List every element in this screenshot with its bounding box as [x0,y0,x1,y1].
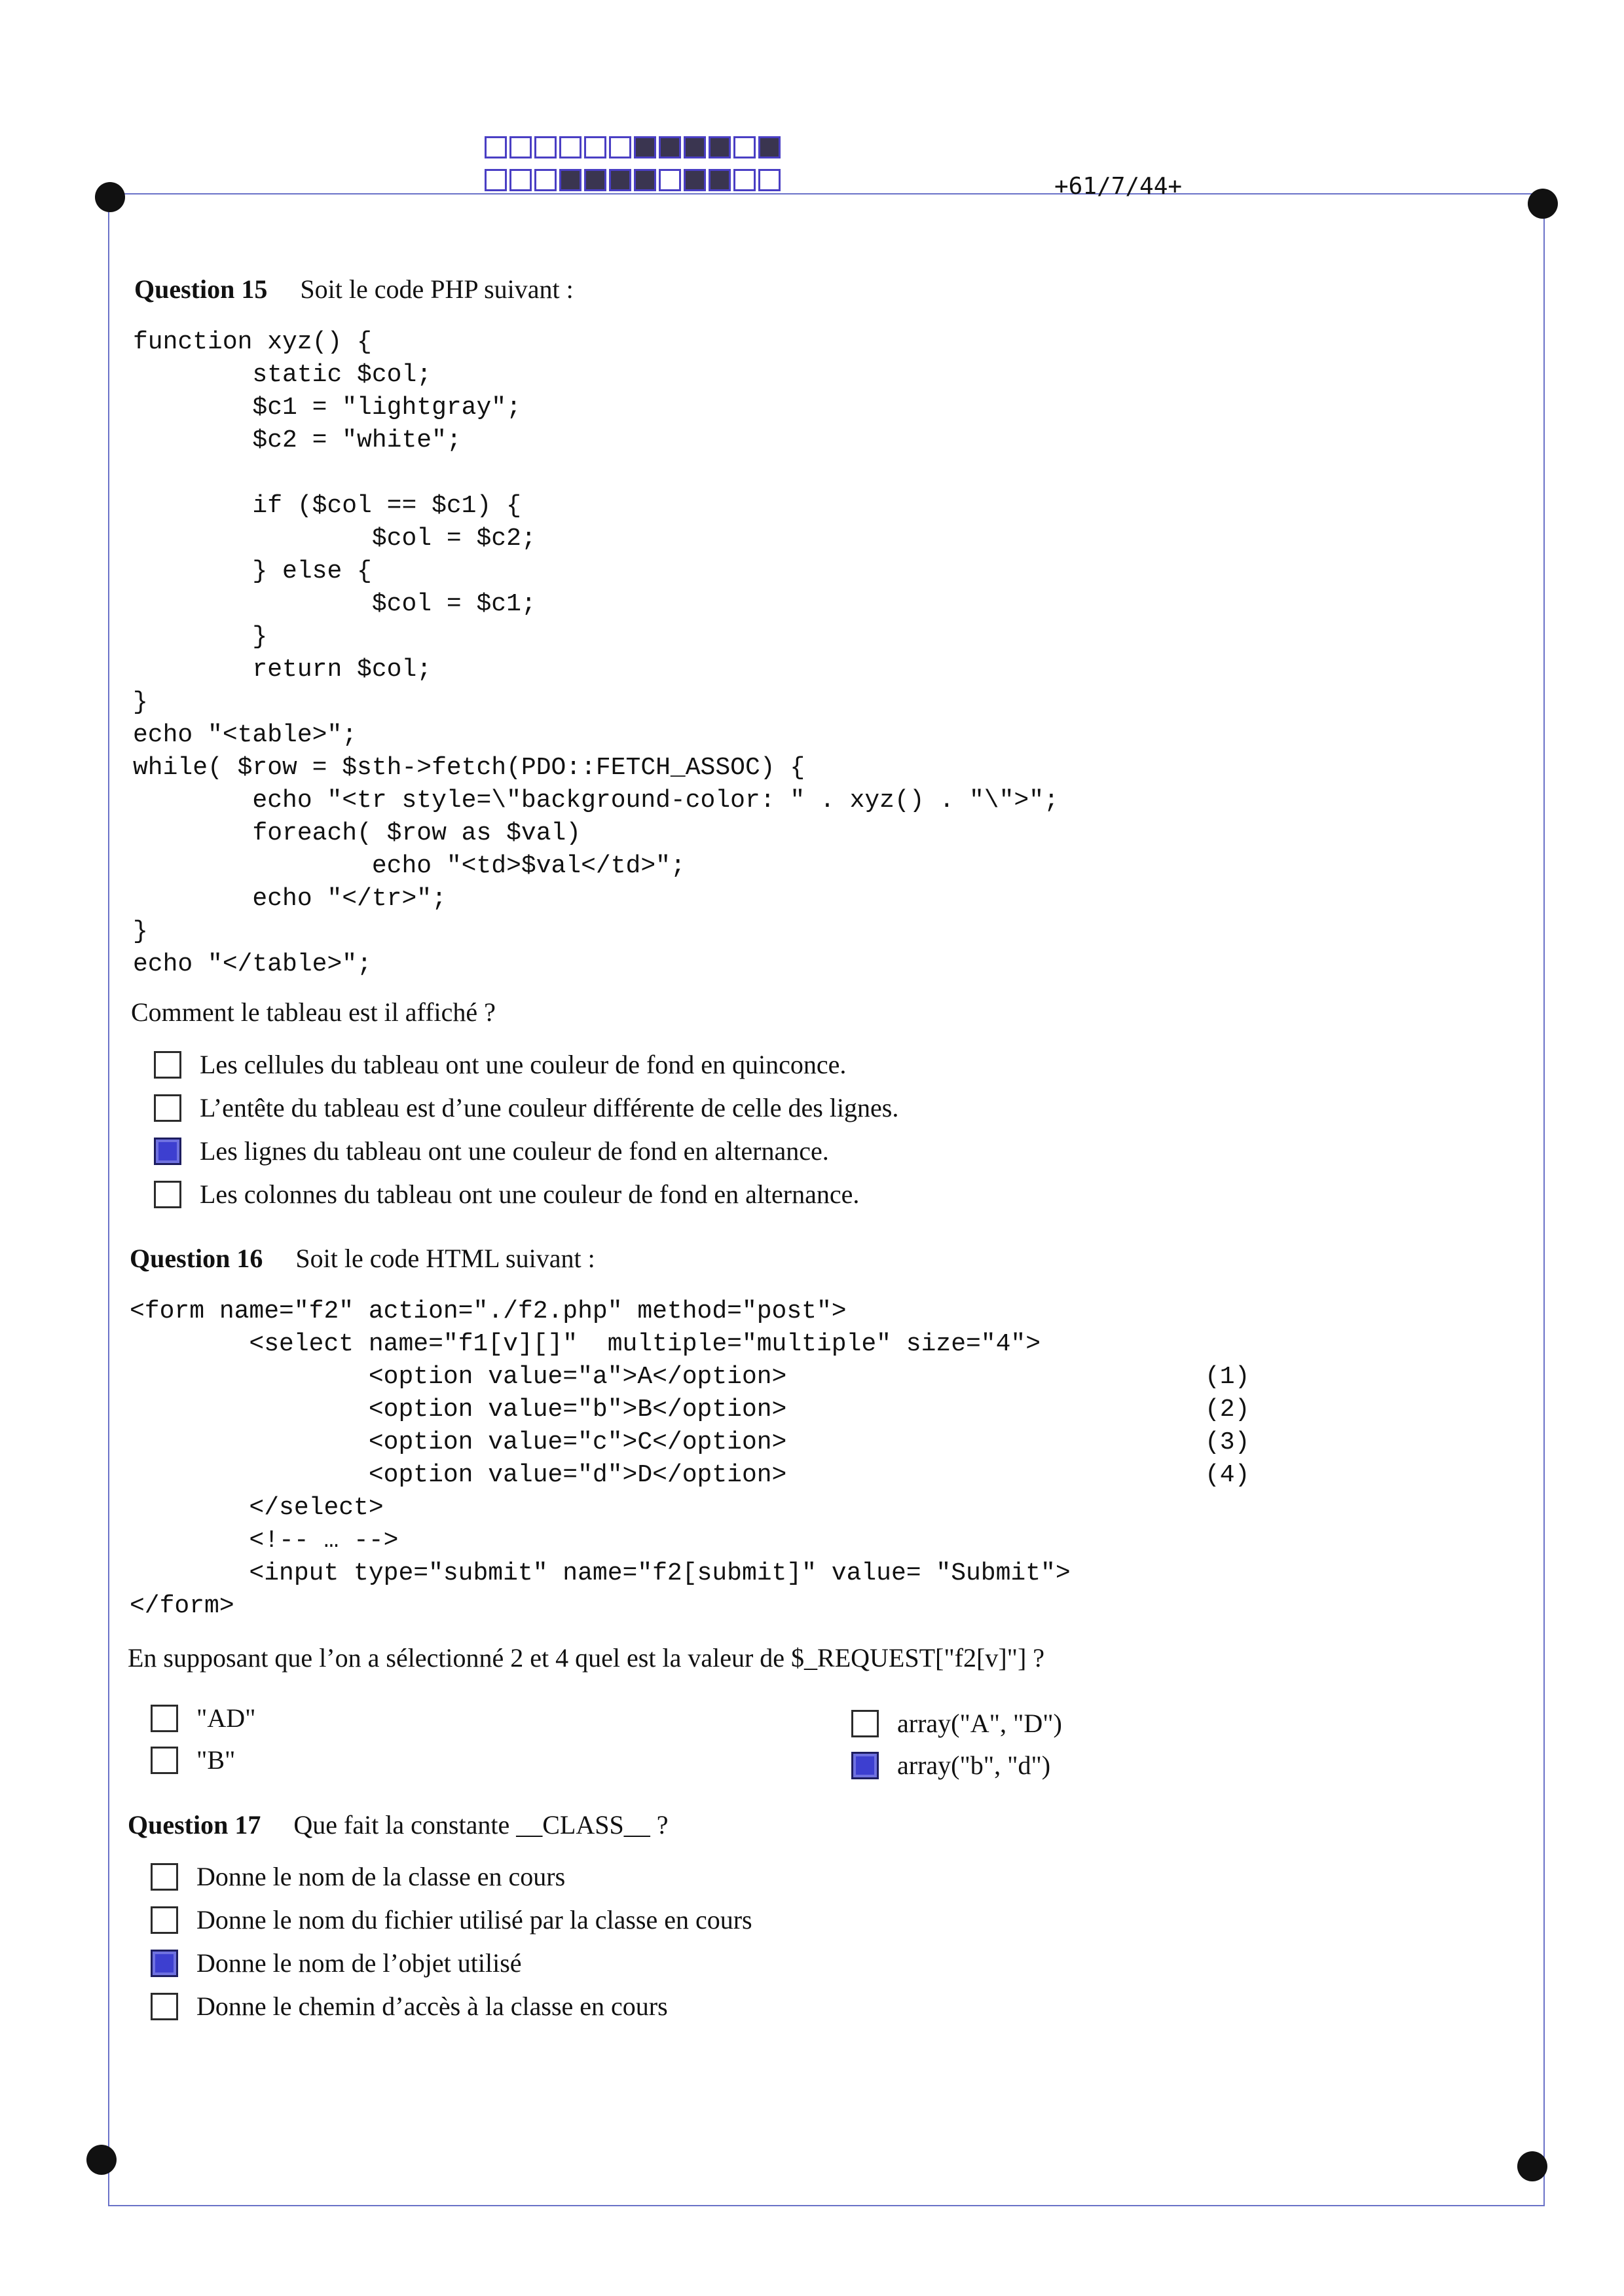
barcode-cell [758,136,781,158]
page-id: +61/7/44+ [1054,173,1183,200]
barcode-cell [509,136,532,158]
q17-option-3[interactable] [151,1948,522,1978]
line-number-4: (4) [1205,1461,1250,1489]
barcode-cell [609,136,631,158]
question-intro: Soit le code PHP suivant : [300,274,574,304]
q16-option-2[interactable] [151,1745,235,1775]
barcode-cell [659,169,681,191]
barcode-row-2 [485,169,783,191]
question-15-prompt: Comment le tableau est il affiché ? [131,997,496,1027]
barcode-cell [733,136,756,158]
checkbox[interactable] [151,1950,178,1977]
option-label: array("b", "d") [897,1750,1051,1780]
barcode-cell [485,136,507,158]
corner-marker-top-right [1528,189,1558,219]
html-code-block: <form name="f2" action="./f2.php" method="post"> <select name="f1[v][]" multiple="multiple" size="4"> <option value="a">A</option> <option value="b">B</option> <option value="c">C</option> <option value="d">D</option> </select> <!-- … --> <input type="submit" name="f2[submit]" value= "Submit"> </form> [130,1297,1071,1620]
barcode-cell [509,169,532,191]
checkbox[interactable] [154,1181,181,1208]
q15-option-2[interactable] [154,1092,898,1123]
barcode-cell [534,136,557,158]
question-number: Question 17 [128,1810,261,1840]
php-code-block: function xyz() { static $col; $c1 = "lightgray"; $c2 = "white"; if ($col == $c1) { $col = $c2; } else { $col = $c1; } return $col; } echo "<table>"; while( $row = $sth->fetch(PDO::FETCH_ASSOC) { echo "<tr style=\"background-color: " . xyz() . "\">"; foreach( $row as $val) echo "<td>$val</td>"; echo "</tr>"; } echo "</table>"; [133,328,1059,978]
checkbox[interactable] [851,1752,879,1779]
barcode-cell [559,169,581,191]
question-16-prompt: En supposant que l’on a sélectionné 2 et 4 quel est la valeur de $_REQUEST["f2[v]"] ? [128,1643,1045,1673]
option-label: "AD" [196,1703,256,1733]
option-label: Donne le chemin d’accès à la classe en cours [196,1991,668,2021]
question-intro: Que fait la constante __CLASS__ ? [293,1810,669,1840]
barcode-cell [584,169,606,191]
barcode-cell [758,169,781,191]
option-label: Donne le nom de l’objet utilisé [196,1948,522,1978]
q17-option-4[interactable] [151,1991,668,2022]
barcode-cell [684,136,706,158]
checkbox[interactable] [151,1747,178,1774]
line-number-1: (1) [1205,1363,1250,1391]
question-number: Question 15 [134,274,268,304]
barcode-cell [634,136,656,158]
q16-option-3[interactable] [851,1708,1062,1739]
question-intro: Soit le code HTML suivant : [295,1244,595,1273]
barcode-cell [485,169,507,191]
q16-option-4[interactable] [851,1750,1050,1781]
barcode-cell [609,169,631,191]
checkbox[interactable] [151,1906,178,1934]
barcode-cell [559,136,581,158]
option-label: Donne le nom du fichier utilisé par la classe en cours [196,1905,752,1935]
barcode-cell [659,136,681,158]
barcode-cell [534,169,557,191]
checkbox[interactable] [154,1138,181,1165]
checkbox[interactable] [151,1705,178,1732]
corner-marker-top-left [95,182,125,212]
option-label: L’entête du tableau est d’une couleur différente de celle des lignes. [200,1093,899,1122]
option-label: Les lignes du tableau ont une couleur de fond en alternance. [200,1136,829,1166]
question-number: Question 16 [130,1244,263,1273]
barcode-row-1 [485,136,783,158]
option-label: array("A", "D") [897,1709,1062,1738]
q17-option-1[interactable] [151,1861,565,1892]
option-label: Donne le nom de la classe en cours [196,1862,566,1891]
option-label: Les colonnes du tableau ont une couleur de fond en alternance. [200,1179,860,1209]
corner-marker-bottom-left [86,2145,117,2175]
q16-option-1[interactable] [151,1703,255,1733]
barcode-cell [709,136,731,158]
barcode-cell [733,169,756,191]
option-label: "B" [196,1745,236,1775]
checkbox[interactable] [154,1094,181,1122]
option-label: Les cellules du tableau ont une couleur de fond en quinconce. [200,1050,847,1079]
barcode-cell [709,169,731,191]
question-15-header [134,274,574,305]
line-number-2: (2) [1205,1396,1250,1424]
checkbox[interactable] [851,1710,879,1737]
question-17-header [128,1809,668,1840]
barcode-cell [684,169,706,191]
line-number-3: (3) [1205,1428,1250,1456]
corner-marker-bottom-right [1517,2151,1547,2181]
question-16-header [130,1243,595,1274]
checkbox[interactable] [151,1993,178,2020]
q15-option-4[interactable] [154,1179,859,1210]
barcode-cell [584,136,606,158]
barcode-cell [634,169,656,191]
q17-option-2[interactable] [151,1904,752,1935]
checkbox[interactable] [151,1863,178,1891]
q15-option-3[interactable] [154,1136,829,1166]
q15-option-1[interactable] [154,1049,846,1080]
checkbox[interactable] [154,1051,181,1079]
